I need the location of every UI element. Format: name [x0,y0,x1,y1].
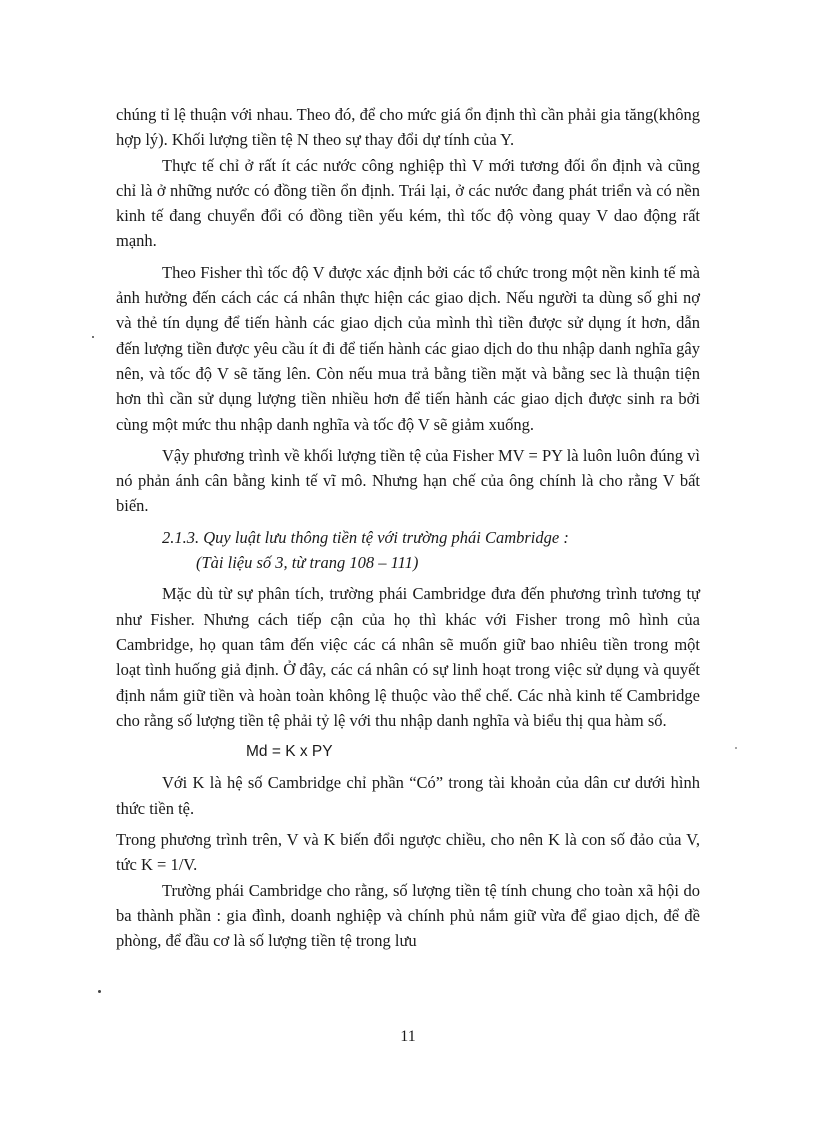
paragraph: Mặc dù từ sự phân tích, trường phái Cambridge đưa đến phương trình tương tự như Fisher. Nhưng cách tiếp cận của họ thì khác với Fisher trong mô hình của Cambridge, họ quan tâm đến việc các cá nhân sẽ muốn giữ bao nhiêu tiền trong một loạt tình huống giả định. Ở đây, các cá nhân có sự linh hoạt trong việc sử dụng và quyết định nắm giữ tiền và hoàn toàn không lệ thuộc vào thể chế. Các nhà kinh tế Cambridge cho rằng số lượng tiền tệ phải tỷ lệ với thu nhập danh nghĩa và biểu thị qua hàm số. [116,584,700,730]
paragraph: Theo Fisher thì tốc độ V được xác định bởi các tổ chức trong một nền kinh tế mà ảnh hưởng đến cách các cá nhân thực hiện các giao dịch. Nếu người ta dùng số ghi nợ và thẻ tín dụng để tiến hành các giao dịch của mình thì tiền được sử dụng ít hơn, dẫn đến lượng tiền được yêu cầu ít đi để tiến hành các giao dịch do thu nhập danh nghĩa gây nên, và tốc độ V sẽ tăng lên. Còn nếu mua trả bằng tiền mặt và bằng sec là thuận tiện hơn thì cần sử dụng lượng tiền nhiều hơn để tiến hành các giao dịch được sinh ra bởi cùng một mức thu nhập danh nghĩa và tốc độ V sẽ giảm xuống. [116,262,700,434]
formula: Md = K x PY [246,743,333,761]
paragraph: chúng tỉ lệ thuận với nhau. Theo đó, để cho mức giá ổn định thì cần phải gia tăng(không hợp lý). Khối lượng tiền tệ N theo sự thay đổi dự tính của Y. [116,105,700,150]
paragraph: Vậy phương trình về khối lượng tiền tệ của Fisher MV = PY là luôn luôn đúng vì nó phản ánh cân bằng kinh tế vĩ mô. Nhưng hạn chế của ông chính là cho rằng V bất biến. [116,445,700,516]
scan-speck [92,336,94,338]
section-reference: (Tài liệu số 3, từ trang 108 – 111) [196,553,419,573]
section-heading: 2.1.3. Quy luật lưu thông tiền tệ với trường phái Cambridge : [162,527,569,547]
page-number: 11 [400,1028,416,1045]
paragraph: Thực tế chỉ ở rất ít các nước công nghiệp thì V mới tương đối ổn định và cũng chỉ là ở những nước có đồng tiền ổn định. Trái lại, ở các nước đang phát triển và có nền kinh tế đang chuyển đổi có đồng tiền yếu kém, thì tốc độ vòng quay V dao động rất mạnh. [116,155,700,251]
paragraph: Trường phái Cambridge cho rằng, số lượng tiền tệ tính chung cho toàn xã hội do ba thành phần : gia đình, doanh nghiệp và chính phủ nắm giữ vừa để giao dịch, để đề phòng, để đầu cơ là số lượng tiền tệ trong lưu [116,880,700,951]
scan-speck [735,747,737,749]
scan-speck [98,990,101,993]
paragraph: Với K là hệ số Cambridge chỉ phần “Có” trong tài khoản của dân cư dưới hình thức tiền tệ. [116,773,700,818]
paragraph: Trong phương trình trên, V và K biến đổi ngược chiều, cho nên K là con số đảo của V, tức K = 1/V. [116,830,700,875]
body-text [116,102,700,960]
